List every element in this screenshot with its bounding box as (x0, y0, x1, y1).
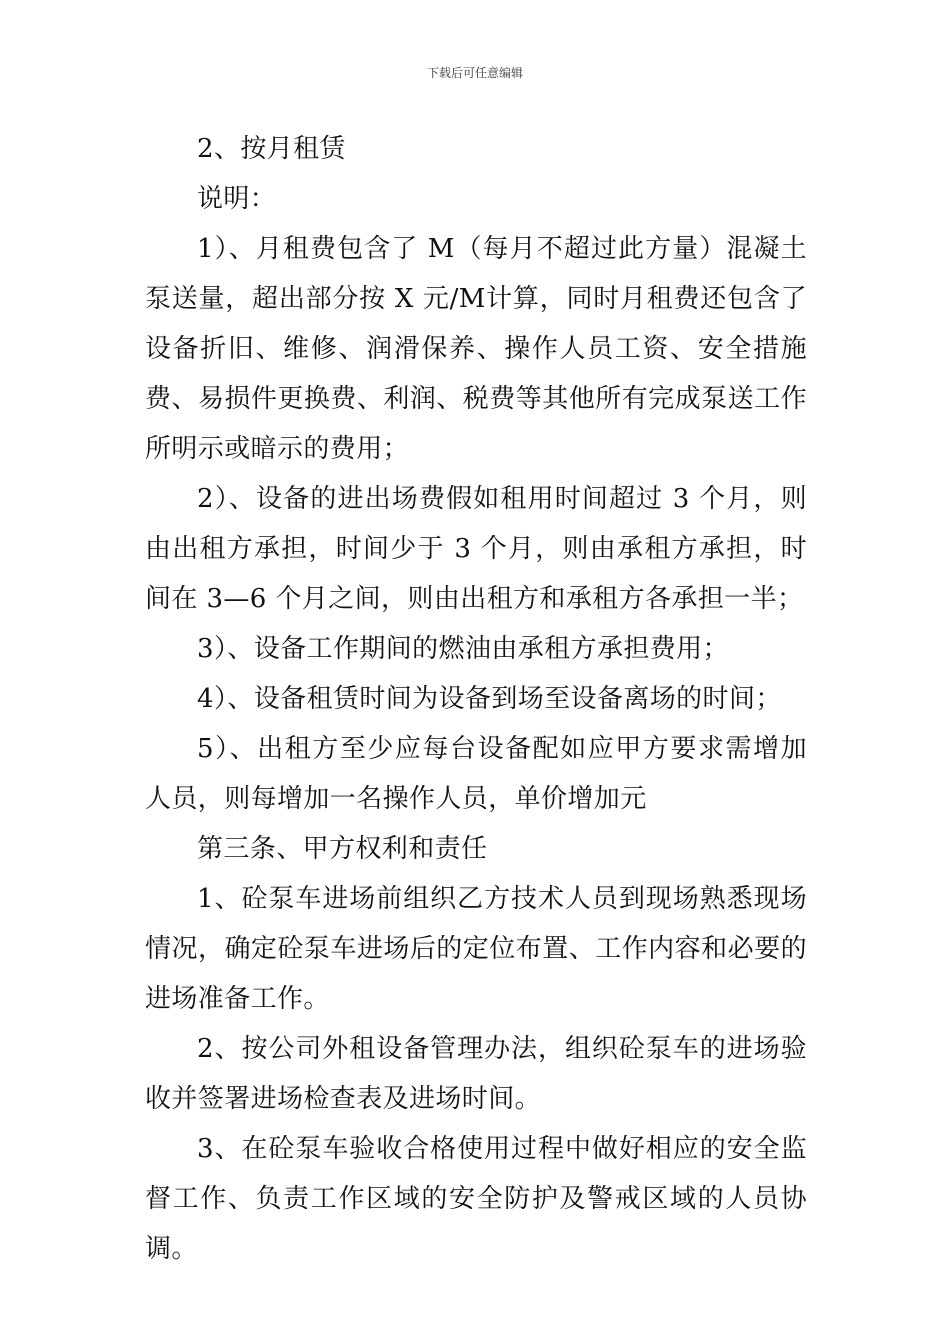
section-heading-article-3: 第三条、甲方权利和责任 (197, 834, 488, 864)
page-header-note: 下载后可任意编辑 (426, 66, 523, 80)
paragraph-party-a-duty-1: 1、砼泵车进场前组织乙方技术人员到现场熟悉现场情况，确定砼泵车进场后的定位布置、工作内容和必要的进场准备工作。 (145, 884, 807, 1014)
paragraph-note-1: 1）、月租费包含了 M（每月不超过此方量）混凝土泵送量，超出部分按 X 元/M计算，同时月租费还包含了设备折旧、维修、润滑保养、操作人员工资、安全措施费、易损件更换费、利润、税费等其他所有完成泵送工作所明示或暗示的费用； (145, 234, 807, 464)
paragraph-notes-heading: 说明： (197, 184, 277, 214)
paragraph-note-4: 4）、设备租赁时间为设备到场至设备离场的时间； (197, 684, 782, 714)
paragraph-note-5: 5）、出租方至少应每台设备配如应甲方要求需增加人员，则每增加一名操作人员，单价增加元 (145, 734, 807, 814)
document-body (145, 124, 807, 1274)
paragraph-party-a-duty-2: 2、按公司外租设备管理办法，组织砼泵车的进场验收并签署进场检查表及进场时间。 (145, 1034, 807, 1114)
paragraph-note-2: 2）、设备的进出场费假如租用时间超过 3 个月，则由出租方承担，时间少于 3 个月，则由承租方承担，时间在 3—6 个月之间，则由出租方和承租方各承担一半； (145, 484, 807, 614)
paragraph-party-a-duty-3: 3、在砼泵车验收合格使用过程中做好相应的安全监督工作、负责工作区域的安全防护及警戒区域的人员协调。 (145, 1134, 807, 1264)
paragraph-lease-monthly: 2、按月租赁 (197, 134, 346, 164)
paragraph-note-3: 3）、设备工作期间的燃油由承租方承担费用； (197, 634, 729, 664)
